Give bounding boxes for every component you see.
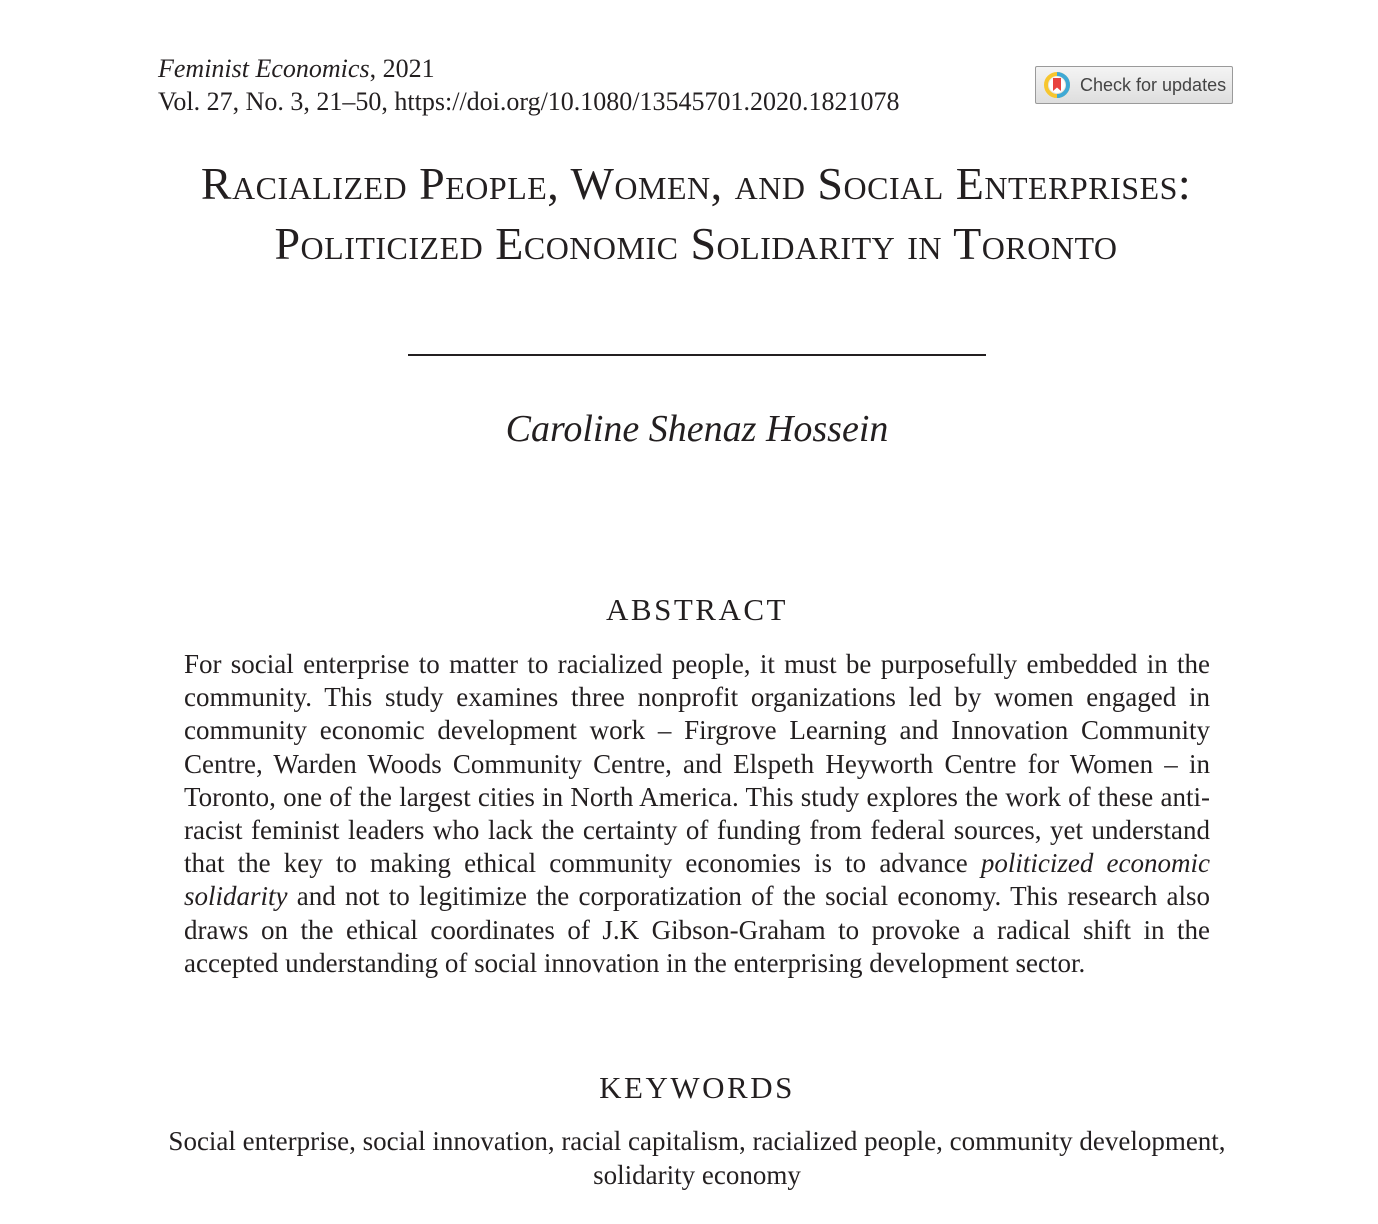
abstract-text-part-2: and not to legitimize the corporatization of the social economy. This research also draws on the ethical coordinates of J.K Gibson-Graham to provoke a radical shift in the accepted understanding of social innovation in the enterprising development sector. [184, 881, 1210, 978]
check-for-updates-button[interactable] [1035, 66, 1233, 104]
journal-year: , 2021 [369, 54, 435, 83]
article-title: Racialized People, Women, and Social Enterprises: Politicized Economic Solidarity in Toronto [200, 158, 1192, 269]
abstract-body [184, 648, 1210, 980]
author-name: Caroline Shenaz Hossein [505, 408, 889, 450]
abstract-text-part-1: For social enterprise to matter to racialized people, it must be purposefully embedded in the community. This study examines three nonprofit organizations led by women engaged in community economic development work – Firgrove Learning and Innovation Community Centre, Warden Woods Community Centre, and Elspeth Heyworth Centre for Women – in Toronto, one of the largest cities in North America. This study explores the work of these anti-racist feminist leaders who lack the certainty of funding from federal sources, yet understand that the key to making ethical community economies is to advance [184, 649, 1210, 879]
title-divider [408, 354, 986, 356]
abstract-emphasis: politicized economic solidarity [184, 848, 1210, 912]
abstract-heading: ABSTRACT [606, 592, 788, 627]
check-for-updates-badge-icon [1044, 72, 1070, 98]
keywords-heading: KEYWORDS [599, 1070, 795, 1105]
keywords-list: Social enterprise, social innovation, racial capitalism, racialized people, community development, solidarity economy [168, 1126, 1226, 1190]
check-for-updates-label: Check for updates [1080, 74, 1227, 95]
journal-name: Feminist Economics [158, 54, 370, 83]
journal-line [158, 52, 900, 85]
journal-info [158, 52, 900, 118]
journal-citation[interactable]: Vol. 27, No. 3, 21–50, https://doi.org/10.1080/13545701.2020.1821078 [158, 87, 900, 116]
